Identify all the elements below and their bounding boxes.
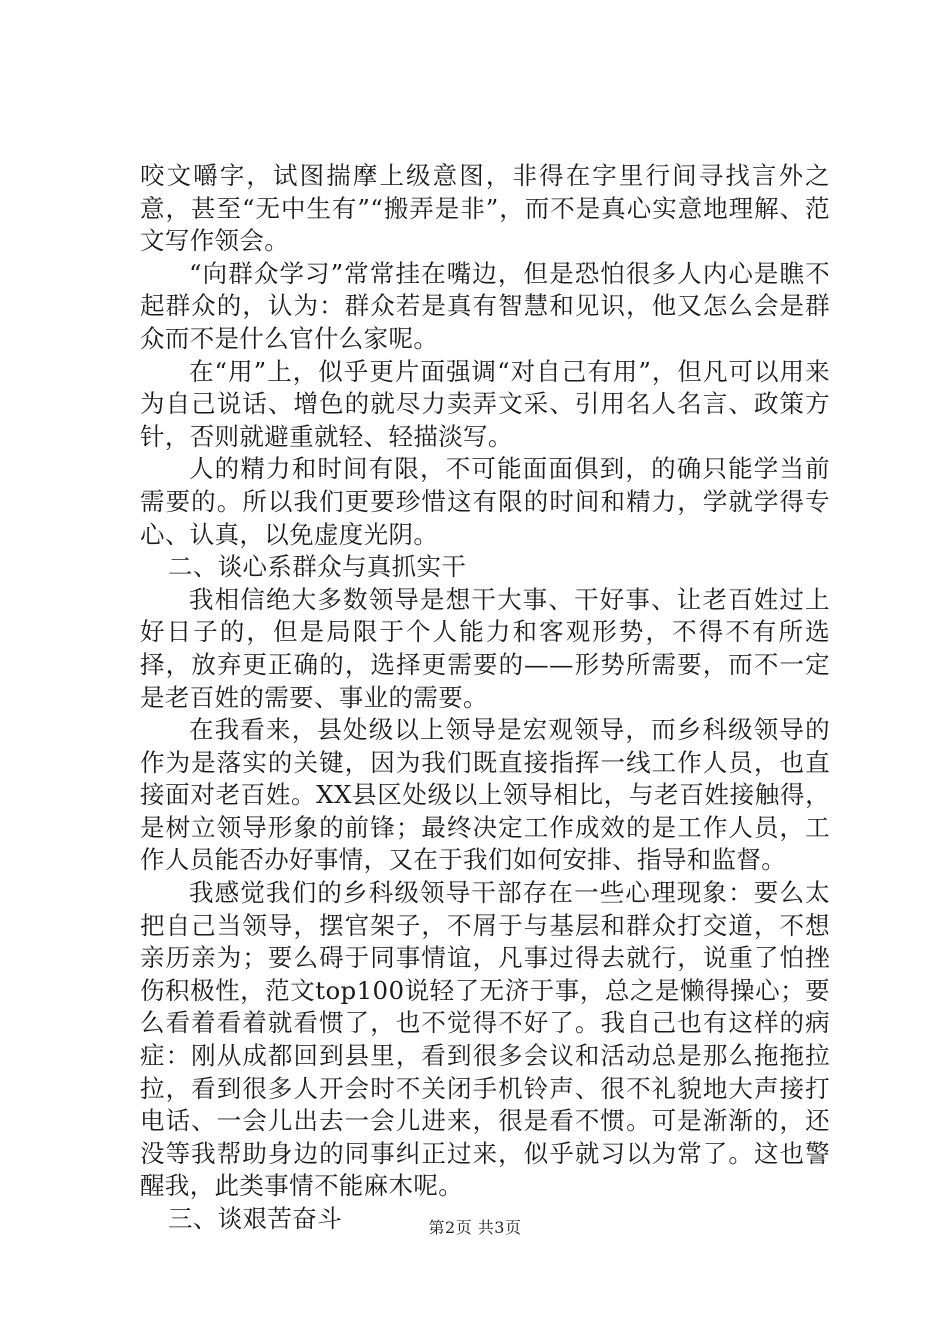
paragraph: 我相信绝大多数领导是想干大事、干好事、让老百姓过上好日子的，但是局限于个人能力和客观形势，不得不有所选择，放弃更正确的，选择更需要的——形势所需要，而不一定是老百姓的需要、事业的需要。 [140, 584, 830, 712]
paragraph: 在“用”上，似乎更片面强调“对自己有用”，但凡可以用来为自己说话、增色的就尽力卖弄文采、引用名人名言、政策方针，否则就避重就轻、轻描淡写。 [140, 356, 830, 451]
paragraph: 在我看来，县处级以上领导是宏观领导，而乡科级领导的作为是落实的关键，因为我们既直接指挥一线工作人员，也直接面对老百姓。XX县区处级以上领导相比，与老百姓接触得，是树立领导形象的前锋；最终决定工作成效的是工作人员，工作人员能否办好事情，又在于我们如何安排、指导和监督。 [140, 715, 830, 875]
document-body [140, 160, 830, 1236]
page-footer [0, 1215, 950, 1238]
paragraph: 我感觉我们的乡科级领导干部存在一些心理现象：要么太把自己当领导，摆官架子，不屑于与基层和群众打交道，不想亲历亲为；要么碍于同事情谊，凡事过得去就行，说重了怕挫伤积极性，范文top100说轻了无济于事，总之是懒得操心；要么看着看着就看惯了，也不觉得不好了。我自己也有这样的病症：刚从成都回到县里，看到很多会议和活动总是那么拖拖拉拉，看到很多人开会时不关闭手机铃声、很不礼貌地大声接打电话、一会儿出去一会儿进来，很是看不惯。可是渐渐的，还没等我帮助身边的同事纠正过来，似乎就习以为常了。这也警醒我，此类事情不能麻木呢。 [140, 878, 830, 1201]
paragraph: 人的精力和时间有限，不可能面面俱到，的确只能学当前需要的。所以我们更要珍惜这有限的时间和精力，学就学得专心、认真，以免虚度光阴。 [140, 454, 830, 549]
page-number-label: 第2页 共3页 [428, 1218, 522, 1237]
section-heading: 二、谈心系群众与真抓实干 [168, 552, 467, 582]
section-heading: 三、谈艰苦奋斗 [168, 1204, 342, 1233]
paragraph-continuation: 咬文嚼字，试图揣摩上级意图，非得在字里行间寻找言外之意，甚至“无中生有”“搬弄是非”，而不是真心实意地理解、范文写作领会。 [140, 161, 830, 256]
paragraph: “向群众学习”常常挂在嘴边，但是恐怕很多人内心是瞧不起群众的，认为：群众若是真有智慧和见识，他又怎么会是群众而不是什么官什么家呢。 [140, 258, 830, 353]
